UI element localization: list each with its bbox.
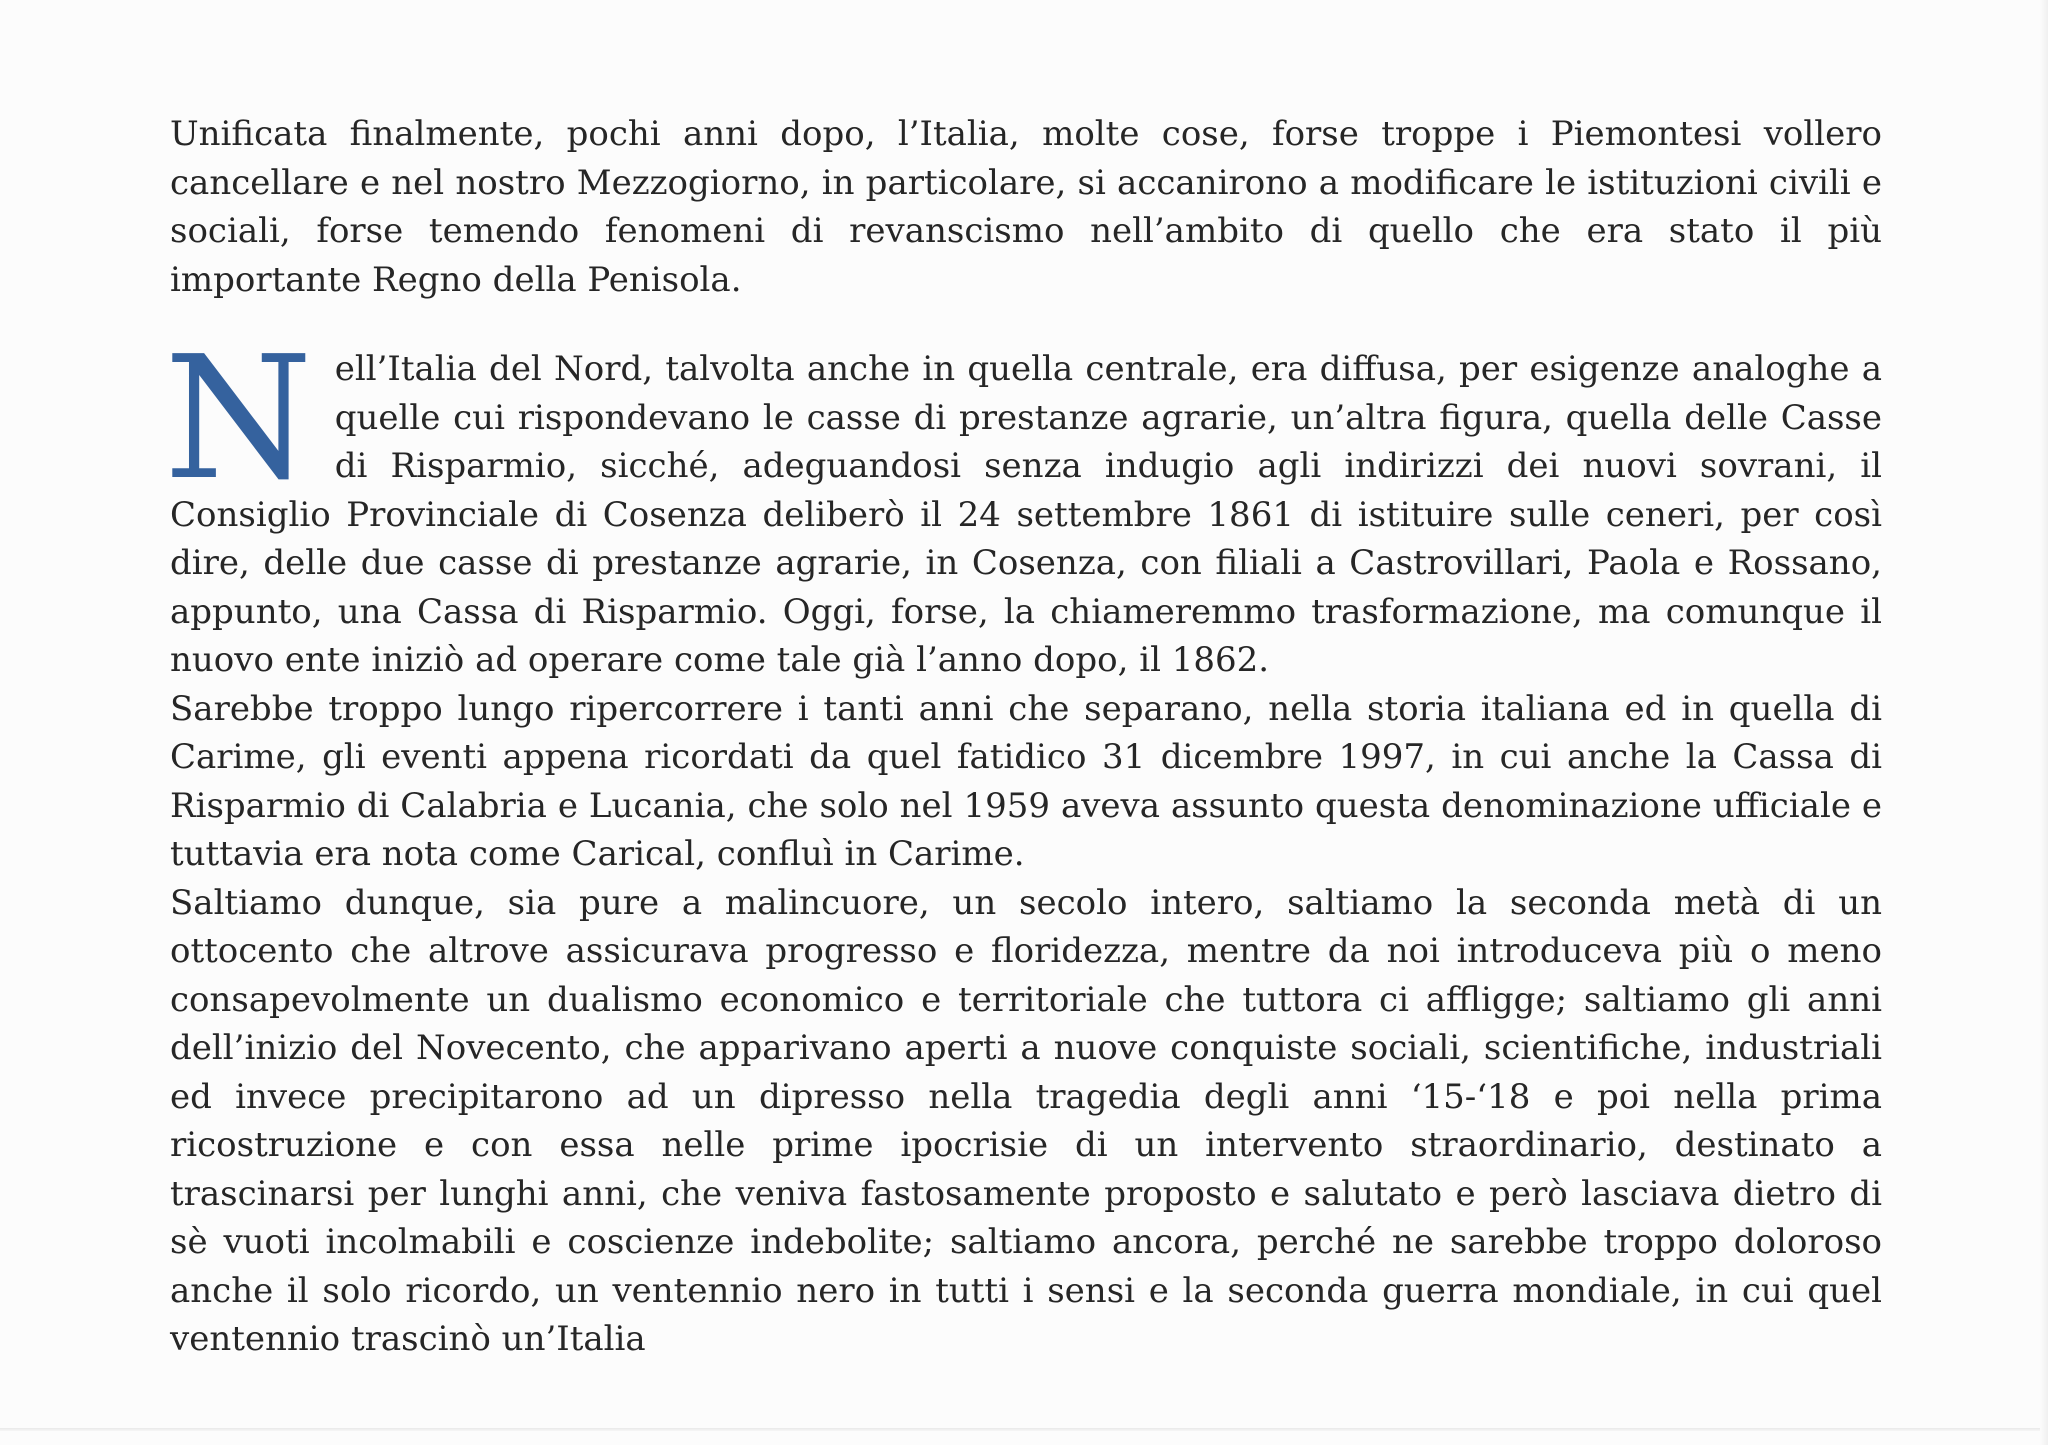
scan-shadow-bottom xyxy=(0,1428,2048,1431)
paragraph-2-text: ell’Italia del Nord, talvolta anche in quella centrale, era diffusa, per esigenze analoghe a quelle cui rispondevano le casse di prestanze agrarie, un’altra figura, quella delle Casse di Risparmio, sicché, adeguandosi senza indugio agli indirizzi dei nuovi sovrani, il Consiglio Provinciale di Cosenza deliberò il 24 settembre 1861 di istituire sulle ceneri, per così dire, delle due casse di prestanze agrarie, in Cosenza, con filiali a Castrovillari, Paola e Rossano, appunto, una Cassa di Risparmio. Oggi, forse, la chiameremmo trasformazione, ma comunque il nuovo ente iniziò ad operare come tale già l’anno dopo, il 1862. xyxy=(170,349,1882,680)
body-text xyxy=(164,110,1882,1364)
paragraph-2 xyxy=(164,320,1882,685)
paragraph-1: Unificata finalmente, pochi anni dopo, l’Italia, molte cose, forse troppe i Piemontesi vollero cancellare e nel nostro Mezzogiorno, in particolare, si accanirono a modificare le istituzioni civili e sociali, forse temendo fenomeni di revanscismo nell’ambito di quello che era stato il più importante Regno della Penisola. xyxy=(170,114,1882,300)
paragraph-3: Sarebbe troppo lungo ripercorrere i tanti anni che separano, nella storia italiana ed in quella di Carime, gli eventi appena ricordati da quel fatidico 31 dicembre 1997, in cui anche la Cassa di Risparmio di Calabria e Lucania, che solo nel 1959 aveva assunto questa denominazione ufficiale e tuttavia era nota come Carical, confluì in Carime. xyxy=(170,688,1882,874)
scan-shadow-right xyxy=(2040,0,2048,1445)
drop-cap: N xyxy=(164,320,313,518)
paragraph-4: Saltiamo dunque, sia pure a malincuore, un secolo intero, saltiamo la seconda metà di un ottocento che altrove assicurava progresso e floridezza, mentre da noi introduceva più o meno consapevolmente un dualismo economico e territoriale che tuttora ci affligge; saltiamo gli anni dell’inizio del Novecento, che apparivano aperti a nuove conquiste sociali, scientifiche, industriali ed invece precipitarono ad un dipresso nella tragedia degli anni ‘15-‘18 e poi nella prima ricostruzione e con essa nelle prime ipocrisie di un intervento straordinario, destinato a trascinarsi per lunghi anni, che veniva fastosamente proposto e salutato e però lasciava dietro di sè vuoti incolmabili e coscienze indebolite; saltiamo ancora, perché ne sarebbe troppo doloroso anche il solo ricordo, un ventennio nero in tutti i sensi e la seconda guerra mondiale, in cui quel ventennio trascinò un’Italia xyxy=(170,882,1882,1359)
